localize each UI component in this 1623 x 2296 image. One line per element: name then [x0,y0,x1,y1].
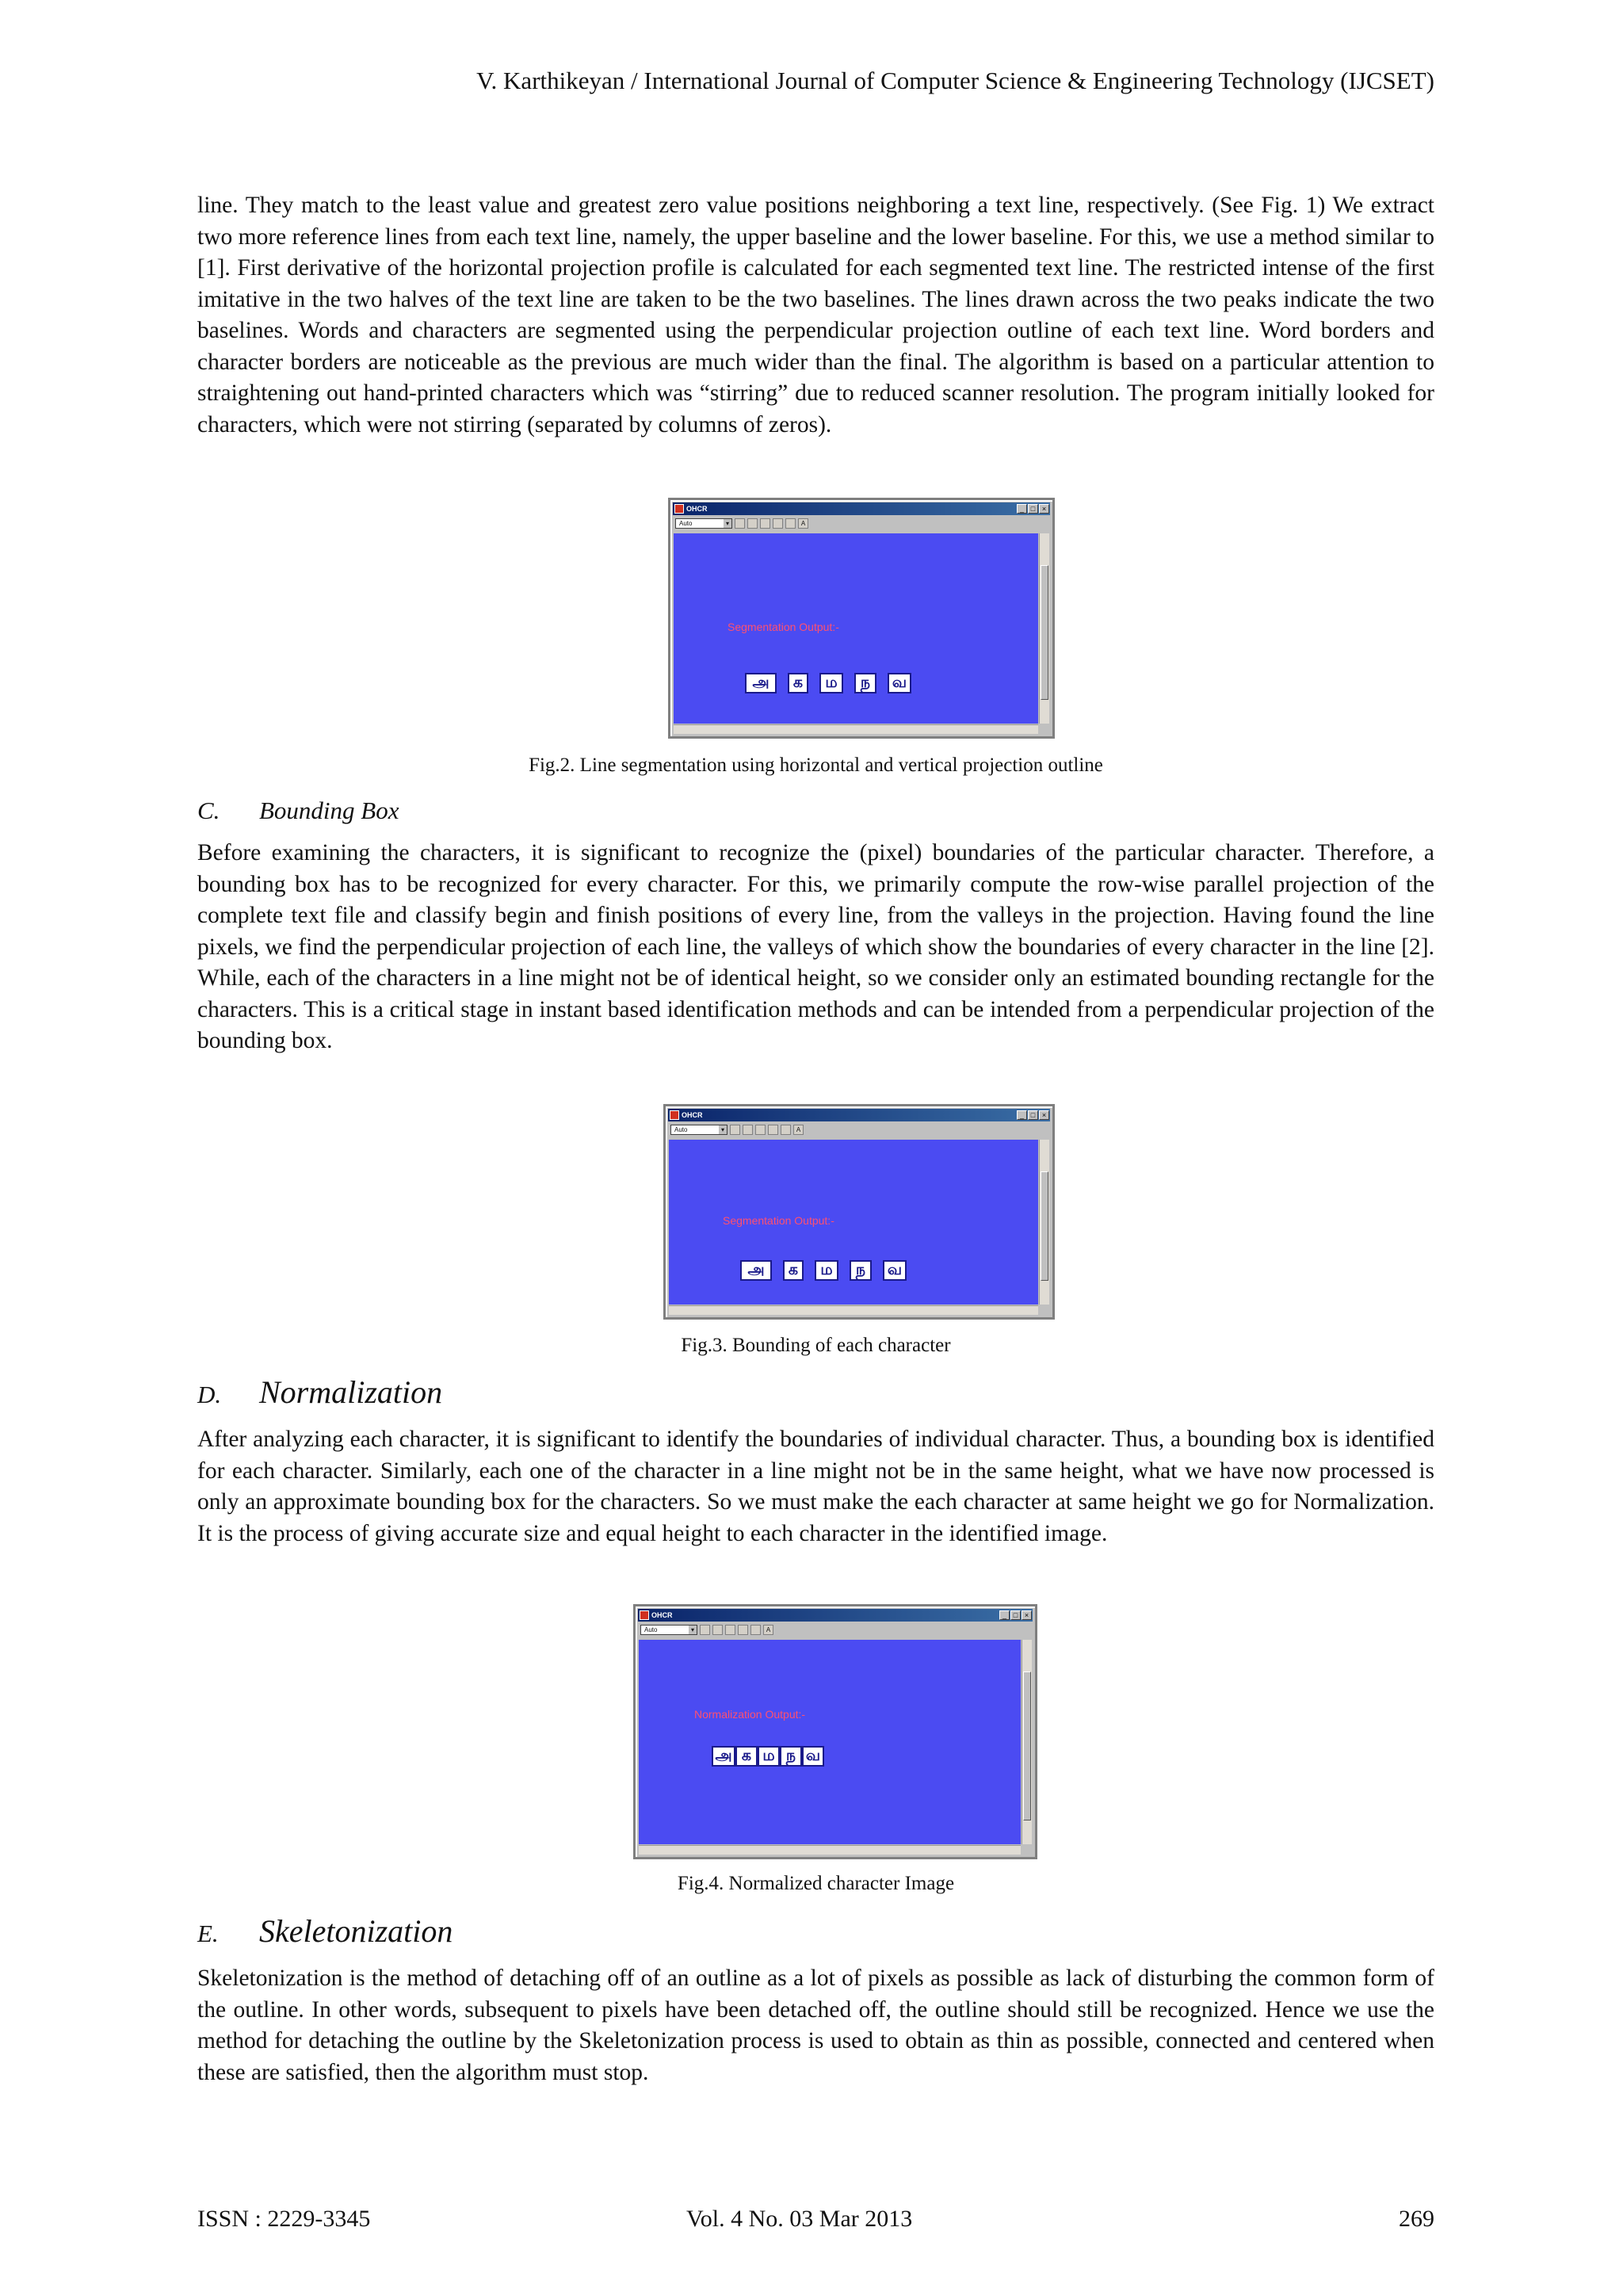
section-number: E. [197,1920,219,1947]
minimize-icon: _ [999,1610,1010,1620]
character-row [740,1260,907,1281]
horizontal-scrollbar [639,1845,1021,1855]
toolbar-icon-scan [725,1625,735,1635]
character-box: ந [850,1260,872,1281]
paragraph-bounding-box: Before examining the characters, it is significant to recognize the (pixel) boundaries of the particular character. Therefore, a bounding box has to be recognized for every character. For this, we primarily compute the row-wise parallel projection of the complete text file and classify begin and finish positions of every line, from the valleys in the projection. Having found the line pixels, we find the perpendicular projection of each line, the valleys of which show the boundaries of every character in the line [2]. While, each of the characters in a line might not be of identical height, so we consider only an estimated bounding rectangle for the characters. This is a critical stage in instant based identification methods and can be intended from a perpendicular projection of the bounding box. [197,840,1434,1053]
mode-combo: Auto ▾ [675,518,732,529]
toolbar-icon-grid [773,518,783,529]
toolbar-icon-scan [755,1125,766,1135]
character-box: க [788,673,808,693]
window-title: OHCR [682,1111,703,1119]
toolbar-icon-font: A [798,518,808,529]
toolbar-icon-font: A [793,1125,804,1135]
figure-3-caption: Fig.3. Bounding of each character [681,1335,951,1356]
maximize-icon: □ [1028,504,1038,514]
vertical-scrollbar [1039,533,1049,724]
toolbar-icon-new [700,1625,710,1635]
mode-combo: Auto ▾ [670,1125,727,1135]
footer-volume: Vol. 4 No. 03 Mar 2013 [686,2206,913,2232]
character-box: அ [740,1260,772,1281]
character-box: வ [802,1746,824,1767]
toolbar [638,1622,1033,1637]
figure-4-caption: Fig.4. Normalized character Image [677,1873,955,1894]
character-box: ம [758,1746,780,1767]
section-number: D. [197,1381,222,1408]
character-box: க [783,1260,804,1281]
toolbar-icon-font: A [763,1625,773,1635]
maximize-icon: □ [1028,1110,1038,1120]
section-e-heading [197,1912,453,1950]
figure-4-window [633,1604,1037,1859]
toolbar-icon-scan [760,518,770,529]
output-label: Segmentation Output:- [727,621,839,633]
close-icon: × [1039,1110,1049,1120]
title-bar [638,1609,1033,1622]
section-c-heading [197,797,399,825]
output-label: Segmentation Output:- [723,1214,834,1227]
title-bar [668,1109,1050,1121]
window-title: OHCR [651,1611,673,1619]
character-box: அ [712,1746,735,1767]
toolbar-icon-new [730,1125,740,1135]
character-box: ம [815,1260,838,1281]
output-label: Normalization Output:- [694,1708,806,1721]
paragraph-intro: line. They match to the least value and greatest zero value positions neighboring a text line, respectively. (See Fig. 1) We extract two more reference lines from each text line, namely, the upper baseline and the lower baseline. For this, we use a method similar to [1]. First derivative of the horizontal projection profile is calculated for each segmented text line. The restricted intense of the first imitative in the two halves of the text line are taken to be the two baselines. The lines drawn across the two peaks indicate the two baselines. Words and characters are segmented using the perpendicular projection outline of each text line. Word borders and character borders are noticeable as the previous are much wider than the final. The algorithm is based on a particular attention to straightening out hand-printed characters which was “stirring” due to reduced scanner resolution. The program initially looked for characters, which were not stirring (separated by columns of zeros). [197,193,1434,437]
character-box: ம [819,673,843,693]
toolbar-icon-grid [768,1125,778,1135]
app-icon [674,504,684,514]
figure-2-window [668,498,1055,739]
character-row [745,673,911,693]
section-number: C. [197,797,220,824]
window-title: OHCR [686,505,708,513]
figure-3-window [663,1104,1055,1320]
paragraph-skeletonization: Skeletonization is the method of detaching off of an outline as a lot of pixels as possible as lack of disturbing the common form of the outline. In other words, subsequent to pixels have been detached off, the outline should still be recognized. Hence we use the method for detaching the outline by the Skeletonization process is used to obtain as thin as possible, connected and centered when these are satisfied, then the algorithm must stop. [197,1966,1434,2085]
output-canvas [639,1640,1021,1844]
horizontal-scrollbar [674,724,1038,734]
vertical-scrollbar [1022,1640,1032,1844]
character-box: ந [780,1746,802,1767]
app-icon [670,1110,679,1120]
toolbar-icon-open [743,1125,753,1135]
toolbar-icon-grid [738,1625,748,1635]
minimize-icon: _ [1017,504,1027,514]
horizontal-scrollbar [669,1305,1038,1315]
app-icon [640,1610,649,1620]
toolbar-icon-new [735,518,745,529]
character-box: வ [883,1260,907,1281]
output-canvas [674,533,1038,724]
character-box: ந [854,673,876,693]
section-title: Bounding Box [259,797,399,824]
character-box: க [735,1746,758,1767]
mode-combo: Auto ▾ [640,1625,697,1635]
close-icon: × [1039,504,1049,514]
toolbar-icon-open [712,1625,723,1635]
paragraph-normalization: After analyzing each character, it is significant to identify the boundaries of individual character. Thus, a bounding box is identified for each character. Similarly, each one of the character in a line might not be in the same height, what we have now processed is only an approximate bounding box for the characters. So we must make the each character at same height we go for Normalization. It is the process of giving accurate size and equal height to each character in the identified image. [197,1427,1434,1546]
toolbar-icon-segment [785,518,796,529]
vertical-scrollbar [1039,1140,1049,1305]
section-title: Normalization [259,1374,443,1410]
footer-issn: ISSN : 2229-3345 [197,2206,371,2232]
toolbar-icon-open [747,518,758,529]
toolbar [673,516,1050,530]
character-row [712,1746,824,1767]
close-icon: × [1022,1610,1032,1620]
character-box: வ [888,673,911,693]
maximize-icon: □ [1010,1610,1021,1620]
figure-2-caption: Fig.2. Line segmentation using horizontal and vertical projection outline [529,755,1103,776]
title-bar [673,502,1050,515]
toolbar [668,1122,1050,1137]
character-box: அ [745,673,777,693]
footer-page-number: 269 [1399,2206,1434,2232]
toolbar-icon-segment [781,1125,791,1135]
running-header: V. Karthikeyan / International Journal of Computer Science & Engineering Technology (IJCSET) [476,67,1434,94]
minimize-icon: _ [1017,1110,1027,1120]
section-d-heading [197,1373,442,1411]
section-title: Skeletonization [259,1913,453,1949]
toolbar-icon-segment [750,1625,761,1635]
output-canvas [669,1140,1038,1305]
